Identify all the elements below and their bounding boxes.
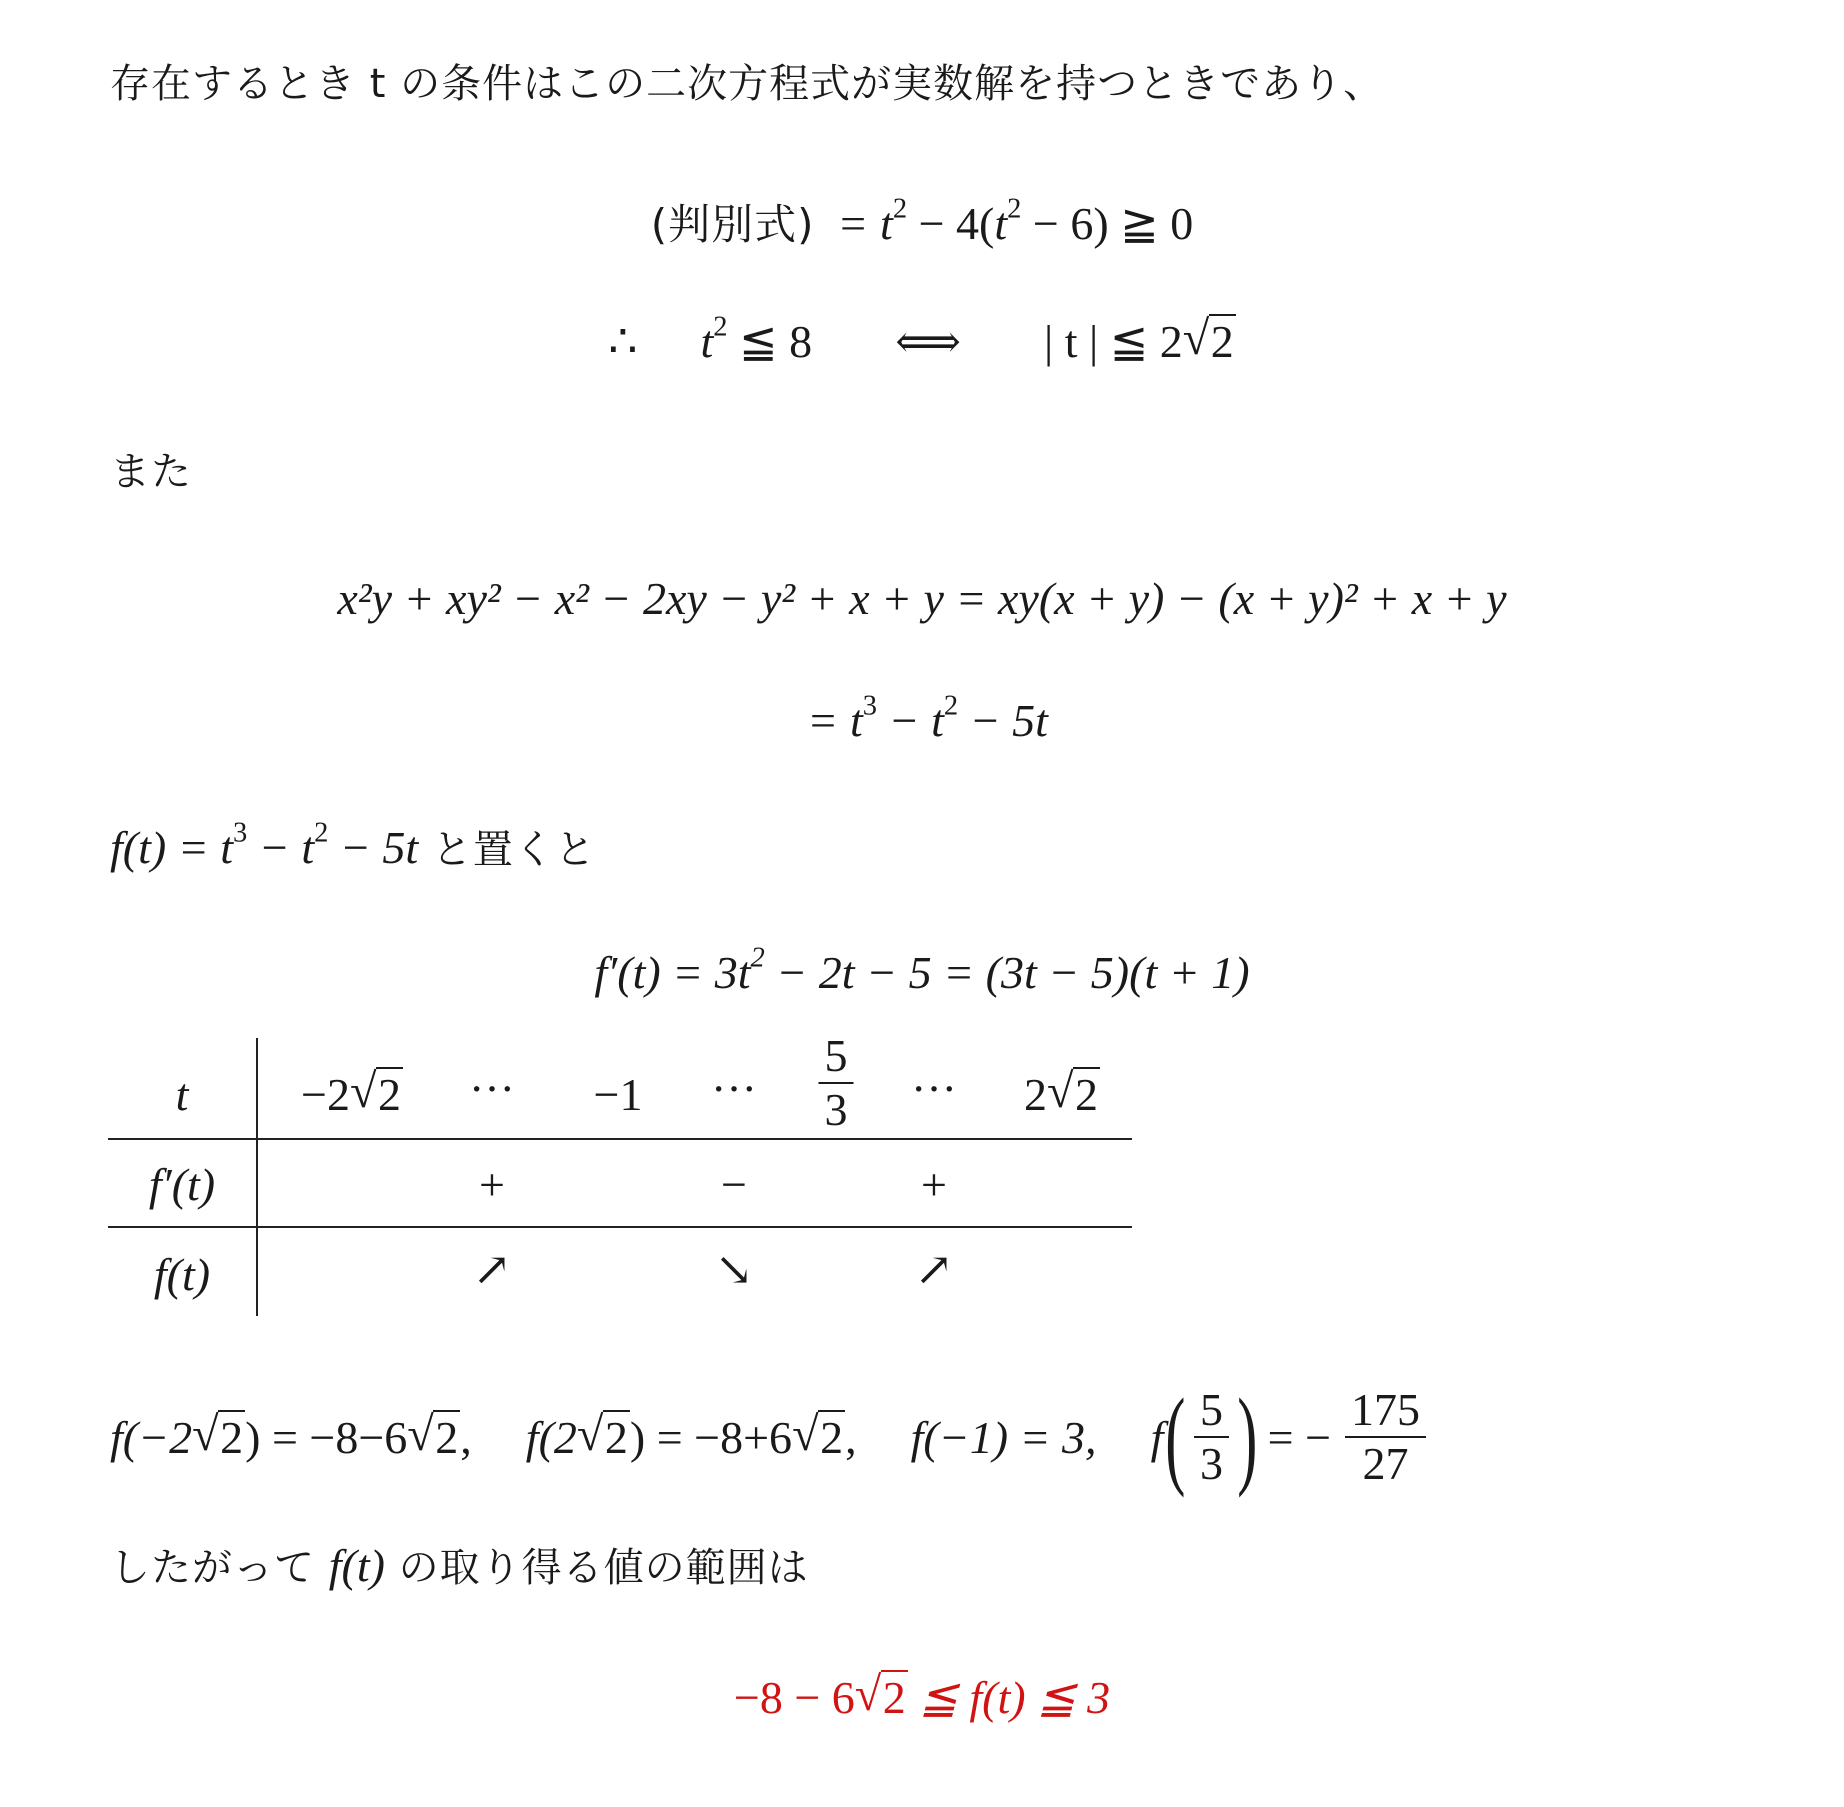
therefore-line: [0, 311, 1844, 368]
increase-arrow-icon: ↗: [472, 1244, 512, 1295]
define-f-text: と置くと: [418, 827, 596, 873]
expansion-line-1: x²y + xy² − x² − 2xy − y² + x + y = xy(x + y) − (x + y)² + x + y: [337, 573, 1507, 624]
table-rule-2: [108, 1226, 1132, 1228]
col-five-thirds: $\frac{5}{3}$: [813, 1032, 860, 1135]
header-t: t: [175, 1069, 189, 1120]
col-minus-2root2: −2√ 2: [301, 1068, 403, 1121]
fraction-five-thirds: $\frac{5}{3}$: [1194, 1386, 1229, 1489]
conclusion-math: f(t): [328, 1540, 385, 1591]
answer-upper: ≦ f(t) ≦ 3: [907, 1672, 1111, 1723]
values-line: f(−2 √ 2 ) = −8−6 √ 2 , f(2 √ 2 ) = −8+6 √ 2 , f(−1) = 3, f ( $\frac{5}{3}$ ) = − $\frac{175}{27}$: [110, 1382, 1432, 1492]
value-2-head: f(2: [525, 1411, 577, 1463]
inequality-left: ≦ 8: [727, 316, 813, 367]
table-vertical-rule: [256, 1038, 258, 1316]
col-dots-3: ···: [911, 1063, 957, 1114]
value-3: f(−1) = 3,: [910, 1411, 1097, 1463]
exponent: 2: [892, 193, 908, 225]
col-minus-1: −1: [593, 1069, 643, 1120]
right-paren: ): [1237, 1376, 1258, 1498]
col-2root2: 2√ 2: [1024, 1068, 1100, 1121]
fraction-result: $\frac{175}{27}$: [1345, 1386, 1426, 1489]
col-dots-1: ···: [469, 1063, 515, 1114]
value-1-head: f(−2: [110, 1411, 193, 1463]
row-fprime-label: f′(t): [148, 1159, 216, 1210]
exponent: 2: [713, 311, 728, 343]
derivative-rest: − 2t − 5 = (3t − 5)(t + 1): [764, 947, 1250, 998]
sqrt: √ 2: [1183, 315, 1236, 368]
discriminant-tail: − 6) ≧ 0: [1021, 198, 1194, 249]
var-t: t: [994, 198, 1008, 249]
exponent: 3: [233, 817, 248, 849]
table-rule-1: [108, 1138, 1132, 1140]
answer-lower: −8 − 6: [733, 1672, 855, 1723]
increase-arrow-icon: ↗: [914, 1244, 954, 1295]
f-definition: f(t) = t: [110, 822, 234, 873]
final-answer: −8 − 6√ 2 ≦ f(t) ≦ 3: [0, 1670, 1844, 1724]
value-1-body: ) = −8−6: [245, 1411, 408, 1463]
conclusion-line: [110, 1536, 809, 1593]
conclusion-pre: したがって: [110, 1545, 329, 1591]
inequality-right: | t | ≦ 2: [1044, 316, 1183, 367]
equals-sign: =: [810, 695, 836, 746]
exponent: 2: [750, 942, 765, 974]
sign-2: −: [721, 1159, 747, 1210]
value-4-f: f: [1150, 1411, 1164, 1463]
therefore-symbol: ∴: [608, 316, 638, 367]
value-4-eq: = −: [1267, 1411, 1332, 1463]
expansion-line-2: [0, 690, 1844, 747]
middle-term: − t: [877, 695, 944, 746]
exponent: 2: [943, 690, 959, 722]
conclusion-post: の取り得る値の範囲は: [384, 1545, 809, 1591]
left-paren: (: [1165, 1376, 1186, 1498]
exponent: 2: [1007, 193, 1022, 225]
variation-table: [108, 1030, 1132, 1316]
decrease-arrow-icon: ↘: [714, 1244, 754, 1295]
derivative-lhs: f′(t) = 3t: [594, 947, 751, 998]
value-2-body: ) = −8+6: [629, 1411, 793, 1463]
minus-four: − 4(: [918, 198, 995, 249]
var-t: t: [880, 198, 893, 249]
var-t: t: [700, 316, 714, 367]
exponent: 2: [314, 817, 329, 849]
tail-term: − 5t: [958, 695, 1048, 746]
discriminant-label: (判別式): [650, 200, 815, 249]
sign-3: +: [921, 1159, 947, 1210]
mata-text: また: [110, 449, 192, 495]
sign-1: +: [479, 1159, 505, 1210]
col-dots-2: ···: [711, 1063, 757, 1114]
var-t: t: [849, 695, 863, 746]
define-f-line: [110, 818, 596, 875]
iff-arrow: ⟺: [895, 316, 962, 367]
middle-term: − t: [247, 822, 315, 873]
tail-term: − 5t: [328, 822, 419, 873]
derivative-line: [0, 942, 1844, 999]
exponent: 3: [862, 690, 878, 722]
intro-text: 存在するとき t の条件はこの二次方程式が実数解を持つときであり、: [110, 61, 1385, 107]
discriminant-equation: [0, 192, 1844, 252]
row-f-label: f(t): [153, 1249, 211, 1300]
equals-sign: =: [840, 198, 867, 249]
